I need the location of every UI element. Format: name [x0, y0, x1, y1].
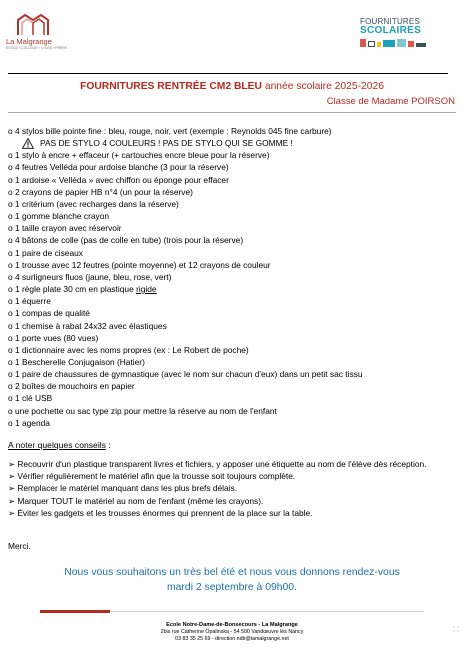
bullet: o [8, 150, 13, 161]
list-item-text: 1 paire de ciseaux [15, 247, 83, 258]
list-item [8, 259, 460, 271]
closing-line2: mardi 2 septembre à 09h00. [167, 582, 297, 593]
list-item-text: 1 porte vues (80 vues) [15, 332, 99, 343]
bullet: o [8, 332, 13, 343]
list-item-text: 1 gomme blanche crayon [15, 211, 110, 222]
bullet: o [8, 198, 13, 209]
footer-divider [40, 610, 424, 613]
list-item-text: 1 équerre [15, 296, 51, 307]
bullet: o [8, 405, 13, 416]
bullet: o [8, 174, 13, 185]
list-item-text: 1 paire de chaussures de gymnastique (avec le nom sur chacun d'eux) dans un petit sac tissu [15, 369, 363, 380]
bullet: o [8, 308, 13, 319]
bullet: o [8, 296, 13, 307]
list-item-text: 2 crayons de papier HB n°4 (un pour la réserve) [15, 186, 193, 197]
school-logo-name: La Malgrange [6, 37, 52, 46]
list-item-text: 1 stylo à encre + effaceur (+ cartouches encre bleue pour la réserve) [15, 150, 270, 161]
bullet: o [8, 356, 13, 367]
conseils-heading-text: A noter quelques conseils [8, 440, 106, 450]
closing-message [8, 565, 456, 595]
tip-item: ➢ Remplacer le matériel manquant dans les plus brefs délais. [8, 483, 238, 494]
list-item [8, 222, 460, 234]
bullet: o [8, 417, 13, 428]
tip-item: ➢ Marquer TOUT le matériel au nom de l'enfant (même les crayons). [8, 495, 264, 506]
list-item-text: 1 dictionnaire avec les noms propres (ex : Le Robert de poche) [15, 344, 249, 355]
list-item [8, 320, 460, 332]
list-item [8, 417, 460, 429]
list-item-text: 1 clé USB [15, 393, 53, 404]
list-item-text: une pochette ou sac type zip pour mettre la réserve au nom de l'enfant [15, 405, 277, 416]
list-item-text: 1 critérium (avec recharges dans la réserve) [15, 198, 179, 209]
bullet: o [8, 284, 13, 295]
list-item [8, 307, 460, 319]
bullet: o [8, 162, 13, 173]
school-logo [6, 14, 66, 54]
bullet: o [8, 259, 13, 270]
bullet: o [8, 344, 13, 355]
list-item-text: 1 taille crayon avec réservoir [15, 223, 122, 234]
conseils-list [8, 458, 455, 519]
supplies-logo-line1: FOURNITURES [360, 17, 420, 26]
supplies-logo-stationery-icon [360, 39, 460, 47]
list-item-text: 4 feutres Velléda pour ardoise blanche (3 pour la réserve) [15, 162, 229, 173]
bullet: o [8, 126, 13, 136]
closing-line1: Nous vous souhaitons un très bel été et nous vous donnons rendez-vous [64, 567, 400, 578]
list-item [8, 368, 460, 380]
list-item [8, 186, 460, 198]
supplies-logo-line2: SCOLAIRES [360, 25, 422, 36]
list-item [8, 247, 460, 259]
warning-icon [22, 138, 34, 149]
list-item [8, 198, 460, 210]
tip-item: ➢ Recouvrir d'un plastique transparent livres et fichiers, y apposer une étiquette au nom de l'élève dès réception. [8, 459, 427, 469]
list-item [8, 161, 460, 173]
title-year: année scolaire 2025-2026 [261, 81, 384, 92]
page-title [8, 81, 456, 92]
list-item-text: 1 règle plate 30 cm en plastique [15, 284, 137, 295]
conseils-heading [8, 440, 111, 450]
list-item [8, 380, 460, 392]
list-item [8, 295, 460, 307]
list-item [8, 125, 460, 137]
footer-contact: 03 83 35 25 69 - direction.ndb@lamalgrange.net [175, 636, 289, 643]
conseils-heading-suffix: : [105, 440, 111, 450]
list-item [8, 356, 460, 368]
supply-list [8, 125, 460, 429]
list-item-text: 1 agenda [15, 417, 50, 428]
bullet: o [8, 247, 13, 258]
warning-text: PAS DE STYLO 4 COULEURS ! PAS DE STYLO QUI SE GOMME ! [40, 138, 293, 149]
header-divider [8, 73, 448, 74]
resize-grip-icon [452, 625, 460, 633]
list-item [8, 332, 460, 344]
bullet: o [8, 186, 13, 197]
list-item-text: 1 Bescherelle Conjugaison (Hatier) [15, 356, 145, 367]
list-item-text: 4 bâtons de colle (pas de colle en tube) (trois pour la réserve) [15, 235, 244, 246]
school-logo-sub: ÉCOLE ▪ COLLÈGE ▪ LYCÉE ▪ PRÉPA [6, 46, 67, 50]
list-item-emphasis: rigide [136, 284, 157, 295]
footer-address: 2bis rue Catherine Opalinska - 54 500 Vandœuvre lès Nancy [160, 629, 304, 636]
bullet: o [8, 223, 13, 234]
title-divider [8, 112, 456, 113]
supplies-logo [360, 17, 460, 59]
list-item [8, 174, 460, 186]
bullet: o [8, 381, 13, 392]
tip-item: ➢ Éviter les gadgets et les trousses énormes qui prennent de la place sur la table. [8, 507, 313, 518]
list-item-text: 4 stylos bille pointe fine : bleu, rouge, noir, vert (exemple : Reynolds 045 fine carbure) [15, 126, 332, 136]
school-logo-icon [16, 14, 50, 36]
list-item [8, 210, 460, 222]
list-item [8, 283, 460, 295]
bullet: o [8, 393, 13, 404]
list-item-text: 1 ardoise « Velléda » avec chiffon ou éponge pour effacer [15, 174, 229, 185]
list-item [8, 392, 460, 404]
list-item-text: 1 trousse avec 12 feutres (pointe moyenne) et 12 crayons de couleur [15, 259, 271, 270]
list-item-text: 4 surligneurs fluos (jaune, bleu, rose, vert) [15, 271, 172, 282]
bullet: o [8, 320, 13, 331]
merci-text: Merci. [8, 541, 31, 551]
warning-note [8, 137, 460, 149]
list-item [8, 344, 460, 356]
footer-school: Ecole Notre-Dame-de-Bonsecours - La Malgrange [166, 622, 298, 628]
title-main: FOURNITURES RENTRÉE CM2 BLEU [80, 81, 262, 92]
class-name: Classe de Madame POIRSON [326, 96, 455, 107]
list-item [8, 405, 460, 417]
list-item [8, 149, 460, 161]
bullet: o [8, 369, 13, 380]
tip-item: ➢ Vérifier régulièrement le matériel afin que la trousse soit toujours complète. [8, 471, 296, 482]
footer [8, 622, 456, 644]
list-item-text: 2 boîtes de mouchoirs en papier [15, 381, 135, 392]
bullet: o [8, 235, 13, 246]
bullet: o [8, 271, 13, 282]
list-item [8, 234, 460, 246]
list-item-text: 1 chemise à rabat 24x32 avec élastiques [15, 320, 167, 331]
bullet: o [8, 211, 13, 222]
list-item [8, 271, 460, 283]
list-item-text: 1 compas de qualité [15, 308, 90, 319]
